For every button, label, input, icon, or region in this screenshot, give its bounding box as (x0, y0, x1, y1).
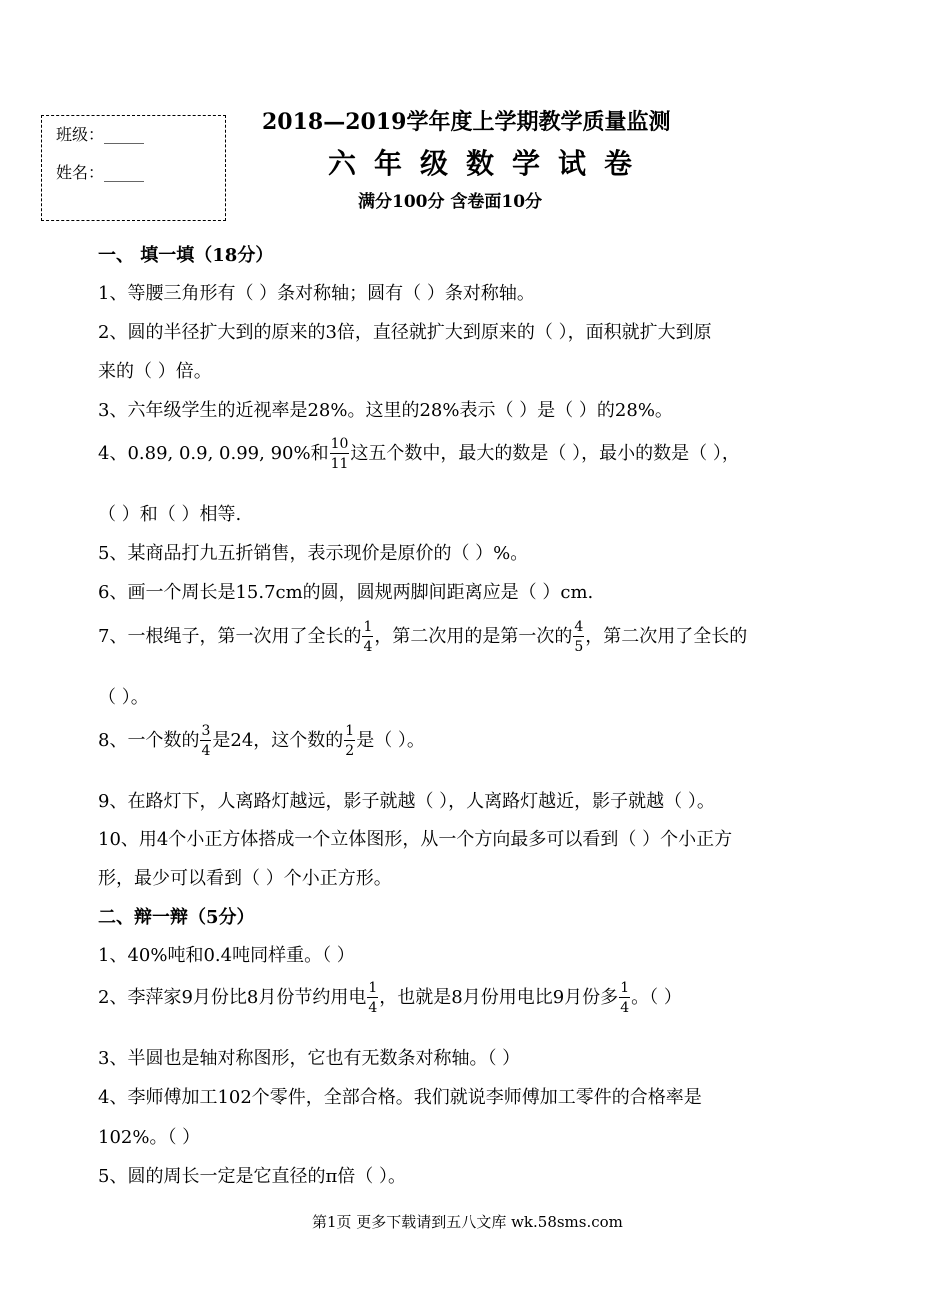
question-1-4-text-a: 4、0.89, 0.9, 0.99, 90%和 (98, 443, 329, 464)
question-1-7-line2: （ ）。 (98, 687, 149, 708)
fraction-numerator: 1 (345, 723, 355, 739)
question-2-5: 5、圆的周长一定是它直径的π倍（ ）。 (98, 1166, 407, 1187)
question-2-2-text-b: ，也就是8月份用电比9月份多 (379, 987, 619, 1008)
question-2-2-text-a: 2、李萍家9月份比8月份节约用电 (98, 987, 367, 1008)
fraction-numerator: 1 (620, 980, 630, 996)
question-1-10-line2: 形，最少可以看到（ ）个小正方形。 (98, 868, 392, 889)
fraction-3-4 (200, 724, 211, 758)
fraction-denominator: 2 (345, 743, 355, 759)
fraction-numerator: 1 (363, 619, 373, 635)
question-2-4-line1: 4、李师傅加工102个零件，全部合格。我们就说李师傅加工零件的合格率是 (98, 1087, 702, 1108)
question-1-7-text-b: ，第二次用的是第一次的 (374, 626, 573, 647)
fraction-denominator: 4 (368, 1000, 378, 1016)
question-1-2-line1: 2、圆的半径扩大到的原来的3倍，直径就扩大到原来的（ ），面积就扩大到原 (98, 322, 712, 343)
exam-subtitle: 六年级数学试卷 (328, 147, 651, 180)
fraction-1-4 (367, 981, 378, 1015)
fraction-1-4 (362, 620, 373, 654)
question-1-8-text-c: 是（ ）。 (356, 730, 425, 751)
question-2-2-text-c: 。（ ） (631, 987, 682, 1008)
fraction-4-5 (573, 620, 584, 654)
question-1-7-text-a: 7、一根绳子，第一次用了全长的 (98, 626, 362, 647)
question-1-6: 6、画一个周长是15.7cm的圆，圆规两脚间距离应是（ ）cm. (98, 582, 594, 603)
page-footer: 第1页 更多下载请到五八文库 wk.58sms.com (312, 1213, 623, 1231)
question-1-1: 1、等腰三角形有（ ）条对称轴；圆有（ ）条对称轴。 (98, 283, 535, 304)
section2-heading: 二、辩一辩（5分） (98, 907, 255, 928)
fraction-denominator: 5 (574, 639, 584, 655)
question-1-3: 3、六年级学生的近视率是28%。这里的28%表示（ ）是（ ）的28%。 (98, 400, 673, 421)
question-1-10-line1: 10、用4个小正方体搭成一个立体图形，从一个方向最多可以看到（ ）个小正方 (98, 829, 733, 850)
fraction-1-2 (344, 724, 355, 758)
fraction-numerator: 3 (201, 723, 211, 739)
fraction-numerator: 4 (574, 619, 584, 635)
question-1-7-text-c: ，第二次用了全长的 (585, 626, 748, 647)
question-1-5: 5、某商品打九五折销售，表示现价是原价的（ ）%。 (98, 543, 529, 564)
question-2-3: 3、半圆也是轴对称图形，它也有无数条对称轴。（ ） (98, 1048, 521, 1069)
question-2-2 (98, 981, 682, 1015)
question-1-4-line2: （ ）和（ ）相等. (98, 504, 242, 525)
fraction-denominator: 4 (363, 639, 373, 655)
question-1-8 (98, 724, 425, 758)
question-1-8-text-a: 8、一个数的 (98, 730, 200, 751)
question-2-1: 1、40%吨和0.4吨同样重。（ ） (98, 945, 355, 966)
question-2-4-line2: 102%。（ ） (98, 1127, 201, 1148)
fraction-1-4 (619, 981, 630, 1015)
question-1-4-text-b: 这五个数中，最大的数是（ ），最小的数是（ ）， (350, 443, 740, 464)
question-1-9: 9、在路灯下，人离路灯越远，影子就越（ ），人离路灯越近，影子就越（ ）。 (98, 791, 715, 812)
score-note: 满分100分 含卷面10分 (358, 192, 543, 212)
fraction-denominator: 11 (330, 456, 349, 472)
question-1-7-line1 (98, 620, 747, 654)
name-field-label: 姓名：_____ (56, 163, 145, 182)
fraction-numerator: 10 (330, 436, 349, 452)
fraction-denominator: 4 (620, 1000, 630, 1016)
question-1-8-text-b: 是24，这个数的 (212, 730, 344, 751)
fraction-numerator: 1 (368, 980, 378, 996)
fraction-10-11 (330, 437, 350, 471)
question-1-4-line1 (98, 437, 740, 471)
exam-title: 2018—2019学年度上学期教学质量监测 (262, 109, 671, 135)
fraction-denominator: 4 (201, 743, 211, 759)
section1-heading: 一、 填一填（18分） (98, 245, 274, 266)
class-field-label: 班级：_____ (56, 125, 145, 144)
question-1-2-line2: 来的（ ）倍。 (98, 361, 212, 382)
